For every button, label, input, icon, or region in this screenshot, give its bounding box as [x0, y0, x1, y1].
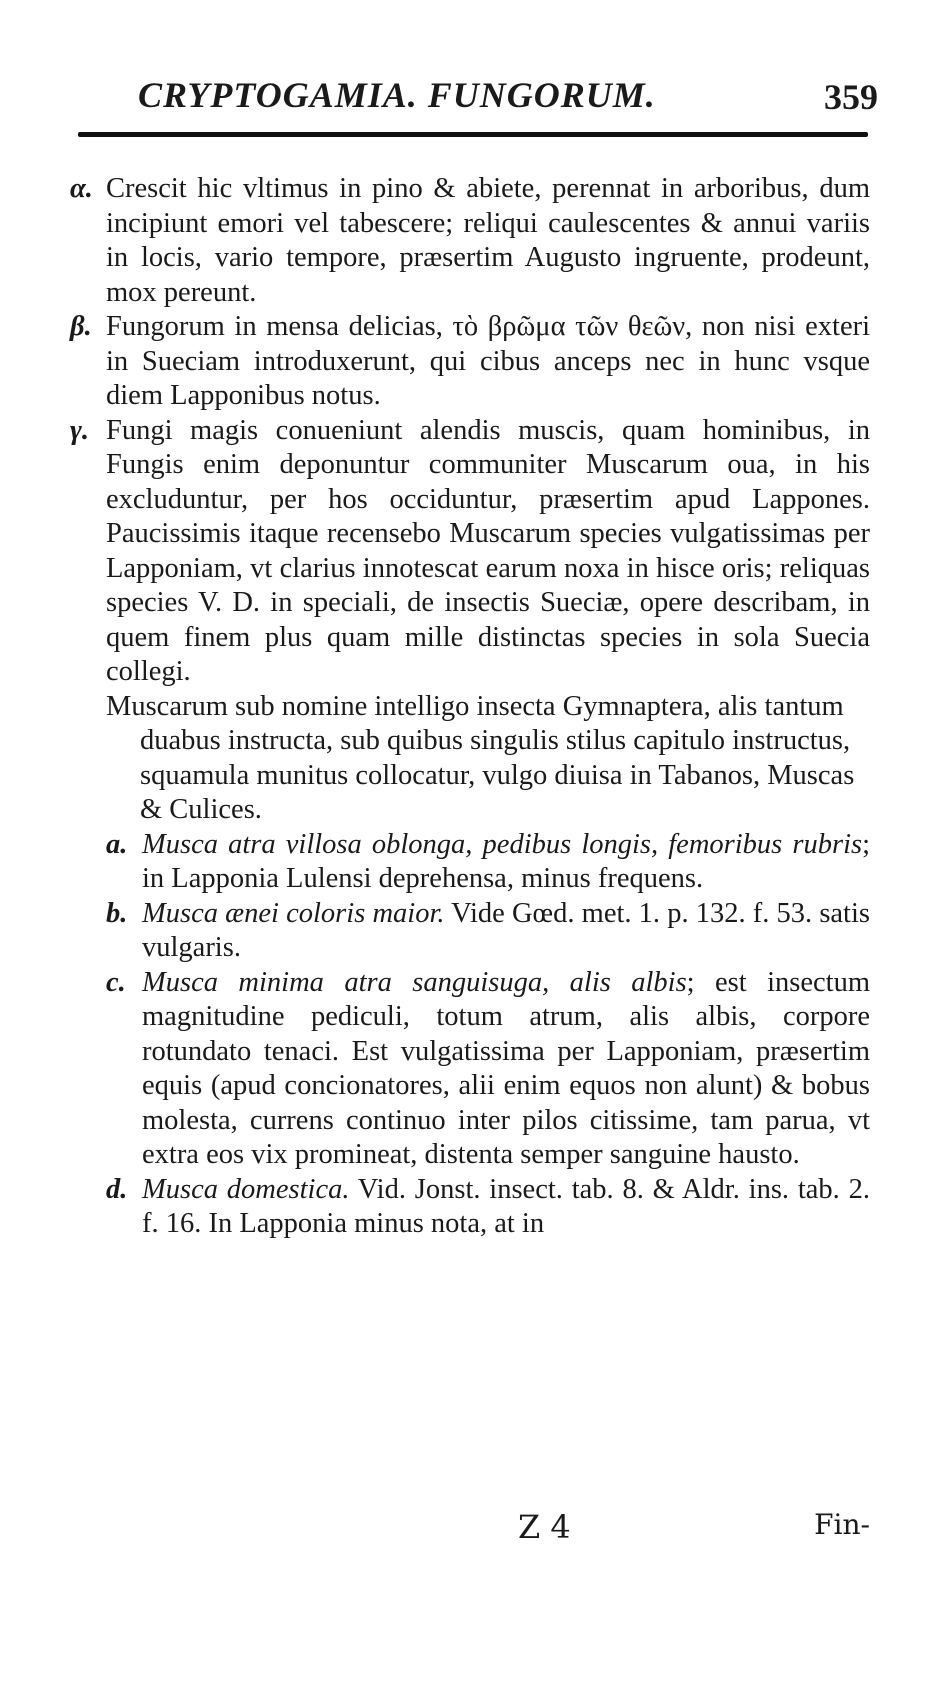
species-item-d: [70, 1173, 870, 1242]
species-item-a: [70, 828, 870, 897]
muscarum-intro-text: Muscarum sub nomine intelligo insecta Gymnaptera, alis tantum duabus instructa, sub quibus singulis stilus capitulo instructus, squamula munitus collocatur, vulgo diuisa in Tabanos, Muscas & Culices.: [106, 690, 855, 825]
signature-mark: Z 4: [518, 1508, 571, 1546]
paragraph-text: Fungorum in mensa delicias, τὸ βρῶμα τῶν θεῶν, non nisi exteri in Sueciam introduxerunt, qui cibus anceps nec in hunc vsque diem Lapponibus notus.: [106, 311, 870, 411]
page-header: [138, 68, 878, 120]
species-marker: a.: [106, 828, 128, 860]
species-description: ; est insectum magnitudine pediculi, totum atrum, alis albis, corpore rotundato tenaci. Est vulgatissima per Lapponiam, præsertim equis (apud concionatores, alii enim equos non alunt) & bobus molesta, currens continuo inter pilos citissime, tam parua, vt extra eos vix promineat, distenta semper sanguine hausto.: [142, 966, 870, 1170]
species-marker: c.: [106, 966, 126, 998]
paragraph-marker: β.: [70, 311, 92, 342]
paragraph-text: Fungi magis conueniunt alendis muscis, quam hominibus, in Fungis enim deponuntur communiter Muscarum oua, in his excluduntur, per hos occiduntur, præsertim apud Lappones. Paucissimis itaque recensebo Muscarum species vulgatissimas per Lapponiam, vt clarius innotescat earum noxa in hisce oris; reliquas species V. D. in speciali, de insectis Sueciæ, opere describam, in quem finem plus quam mille distinctas species in sola Suecia collegi.: [106, 414, 870, 687]
species-item-b: [70, 897, 870, 966]
species-description: Vide Gœd. met. 1. p. 132. f. 53. satis vulgaris.: [142, 897, 870, 963]
header-rule: [78, 132, 868, 137]
species-entry: [142, 1173, 870, 1242]
paragraph-text: Crescit hic vltimus in pino & abiete, perennat in arboribus, dum incipiunt emori vel tabescere; reliqui caulescentes & annui variis in locis, vario tempore, præsertim Augusto ingruente, prodeunt, mox pereunt.: [106, 173, 870, 308]
species-marker: d.: [106, 1173, 128, 1205]
paragraph-alpha: [70, 172, 870, 310]
species-entry: [142, 828, 870, 897]
page-number: 359: [824, 77, 878, 117]
paragraph-marker: α.: [70, 173, 93, 204]
paragraph-beta: [70, 310, 870, 414]
catchword: Fin-: [814, 1508, 870, 1541]
species-marker: b.: [106, 897, 128, 929]
species-entry: [142, 897, 870, 966]
species-name: Musca atra villosa oblonga, pedibus longis, femoribus rubris: [142, 828, 863, 860]
muscarum-definition: [106, 690, 870, 828]
species-description: Vid. Jonst. insect. tab. 8. & Aldr. ins. tab. 2. f. 16. In Lapponia minus nota, at in: [142, 1173, 870, 1239]
page-footer: [70, 1508, 870, 1548]
species-item-c: [70, 966, 870, 1173]
species-entry: [142, 966, 870, 1173]
paragraph-gamma: [70, 414, 870, 690]
species-name: Musca minima atra sanguisuga, alis albis: [142, 966, 687, 998]
species-name: Musca ænei coloris maior.: [142, 897, 445, 929]
species-description: ; in Lapponia Lulensi deprehensa, minus frequens.: [142, 828, 870, 894]
running-title: CRYPTOGAMIA. FUNGORUM.: [138, 75, 656, 115]
species-name: Musca domestica.: [142, 1173, 350, 1205]
body-text: [70, 172, 870, 1242]
paragraph-marker: γ.: [70, 414, 89, 446]
